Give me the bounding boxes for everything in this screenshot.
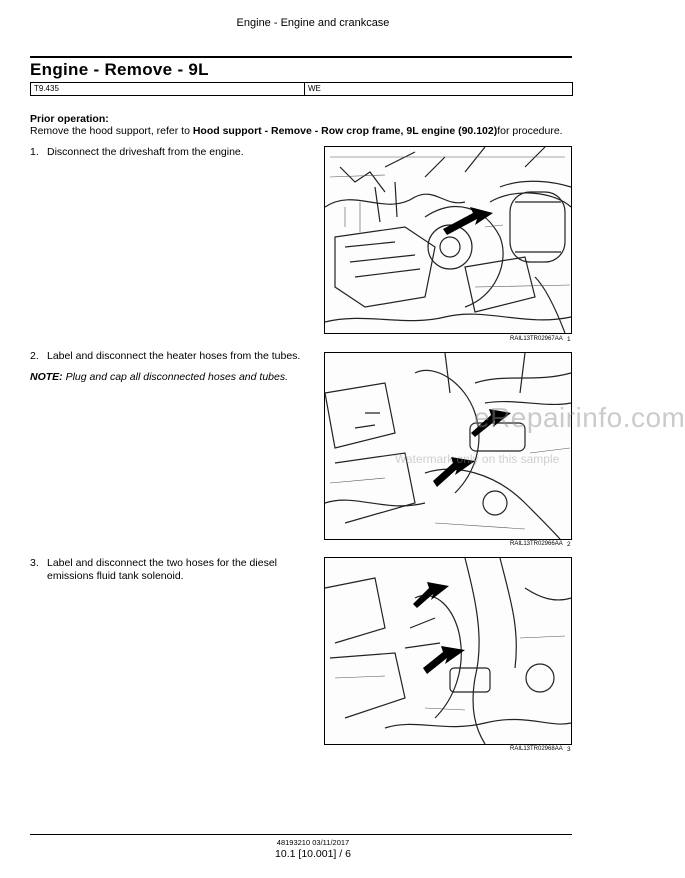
step-number: 1.: [30, 146, 39, 158]
figure-2-number: 2: [567, 541, 571, 548]
watermark-subtext: Watermark only on this sample: [395, 452, 560, 466]
footer-page-number: 10.1 [10.001] / 6: [275, 848, 351, 860]
prior-operation-text: [30, 125, 563, 137]
figure-1-illustration: [325, 147, 571, 333]
meta-table: [30, 82, 573, 96]
step-2: [30, 350, 305, 363]
figure-1-engine-driveshaft: [324, 146, 572, 334]
step-3: [30, 557, 300, 583]
footer-rule: [30, 834, 572, 835]
prior-reference-link[interactable]: Hood support - Remove - Row crop frame, 9L engine (90.102): [192, 125, 498, 137]
running-header: Engine - Engine and crankcase: [236, 17, 390, 29]
footer-doc-id: 48193210 03/11/2017: [276, 838, 350, 847]
step-text: Disconnect the driveshaft from the engine.: [47, 146, 244, 158]
figure-2-caption: RAIL13TR02966AA: [510, 541, 563, 547]
figure-3-caption: RAIL13TR02968AA: [510, 746, 563, 752]
note-text: Plug and cap all disconnected hoses and tubes.: [65, 371, 289, 383]
prior-text-after: for procedure.: [497, 125, 563, 137]
meta-region: WE: [308, 84, 321, 93]
title-rule: [30, 56, 572, 58]
step-number: 3.: [30, 557, 39, 569]
figure-3-illustration: [325, 558, 571, 744]
prior-operation-heading: Prior operation:: [30, 113, 109, 125]
figure-1-caption: RAIL13TR02967AA: [510, 336, 563, 342]
step-text: Label and disconnect the heater hoses from the tubes.: [47, 350, 301, 362]
step-1: [30, 146, 305, 159]
step-number: 2.: [30, 350, 39, 362]
figure-3-def-solenoid-hoses: [324, 557, 572, 745]
note: [30, 371, 288, 383]
page-title: Engine - Remove - 9L: [30, 60, 209, 79]
figure-1-number: 1: [567, 336, 571, 343]
note-label: NOTE:: [30, 371, 63, 383]
watermark-text: eRepairinfo.com: [474, 402, 685, 433]
meta-code: T9.435: [31, 83, 305, 95]
figure-2-heater-hoses: [324, 352, 572, 540]
prior-text-before: Remove the hood support, refer to: [30, 125, 193, 137]
figure-3-number: 3: [567, 746, 571, 753]
figure-2-illustration: [325, 353, 571, 539]
step-text: Label and disconnect the two hoses for the diesel emissions fluid tank solenoid.: [47, 557, 277, 582]
